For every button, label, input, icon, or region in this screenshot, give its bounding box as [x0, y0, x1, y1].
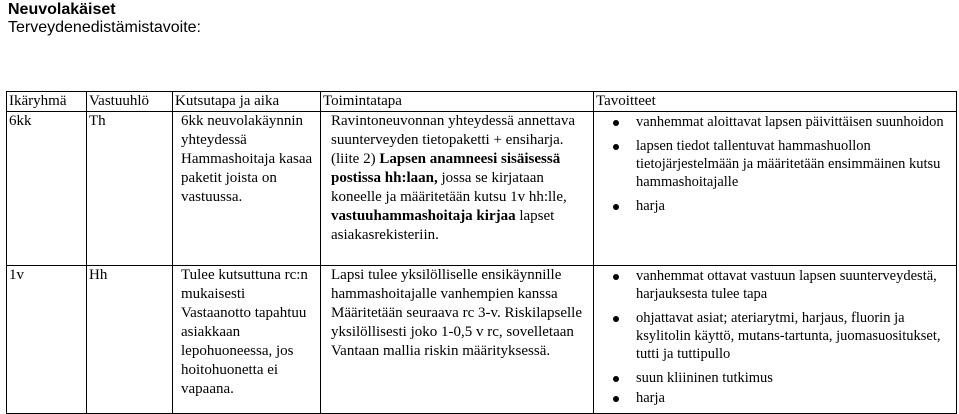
invitation-cell: 6kk neuvolakäynnin yhteydessä Hammashoitaja kasaa paketit joista on vastuussa. — [173, 112, 321, 266]
goals-cell — [594, 266, 957, 414]
table-header-row — [7, 92, 957, 112]
column-header-goals: Tavoitteet — [594, 92, 957, 112]
table-row — [7, 266, 957, 414]
bullet-icon — [613, 316, 619, 322]
goals-list — [596, 113, 954, 215]
age-cell: 6kk — [7, 112, 87, 266]
bullet-icon — [613, 396, 619, 402]
bullet-icon — [613, 274, 619, 280]
list-item: harja — [596, 197, 954, 215]
bullet-icon — [613, 376, 619, 382]
column-header-invitation: Kutsutapa ja aika — [173, 92, 321, 112]
document-title: Neuvolakäiset — [8, 1, 116, 18]
age-cell: 1v — [7, 266, 87, 414]
invitation-cell: Tulee kutsuttuna rc:n mukaisesti Vastaanotto tapahtuu asiakkaan lepohuoneessa, jos hoitohuonetta ei vapaana. — [173, 266, 321, 414]
action-text: lapset asiakasrekisteriin. — [331, 208, 555, 243]
action-text: Ravintoneuvonnan yhteydessä annettava suunterveyden tietopaketti + ensiharja. (liite 2) — [331, 113, 576, 167]
list-item: vanhemmat aloittavat lapsen päivittäisen suunhoidon — [596, 113, 954, 131]
list-item: vanhemmat ottavat vastuun lapsen suunterveydestä, harjauksesta tulee tapa — [596, 267, 954, 303]
bullet-icon — [613, 120, 619, 126]
action-cell — [321, 112, 594, 266]
care-plan-table — [6, 91, 957, 414]
goals-cell — [594, 112, 957, 266]
column-header-action: Toimintatapa — [321, 92, 594, 112]
table-row — [7, 112, 957, 266]
column-header-responsible: Vastuuhlö — [87, 92, 173, 112]
responsible-cell: Th — [87, 112, 173, 266]
bullet-icon — [613, 144, 619, 150]
responsible-cell: Hh — [87, 266, 173, 414]
action-text-bold: vastuuhammashoitaja kirjaa — [331, 208, 516, 224]
goals-list — [596, 267, 954, 407]
list-item: harja — [596, 389, 954, 407]
list-item: suun kliininen tutkimus — [596, 369, 954, 387]
bullet-icon — [613, 204, 619, 210]
list-item: ohjattavat asiat; ateriarytmi, harjaus, fluorin ja ksylitolin käyttö, mutans-tartunta, juomasuositukset, tutti ja tuttipullo — [596, 309, 954, 363]
column-header-age: Ikäryhmä — [7, 92, 87, 112]
action-text-bold: Lapsen anamneesi sisäisessä postissa hh:laan, — [331, 151, 561, 186]
list-item: lapsen tiedot tallentuvat hammashuollon tietojärjestelmään ja määritetään ensimmäinen kutsu hammashoitajalle — [596, 137, 954, 191]
document-subtitle: Terveydenedistämistavoite: — [8, 19, 201, 36]
action-text: jossa se kirjataan koneelle ja määritetään kutsu 1v hh:lle, — [331, 170, 567, 205]
action-cell: Lapsi tulee yksilölliselle ensikäynnille hammashoitajalle vanhempien kanssa Määritetään seuraava rc 3-v. Riskilapselle yksilöllisesti joko 1-0,5 v rc, sovelletaan Vantaan mallia riskin määrityksessä. — [321, 266, 594, 414]
